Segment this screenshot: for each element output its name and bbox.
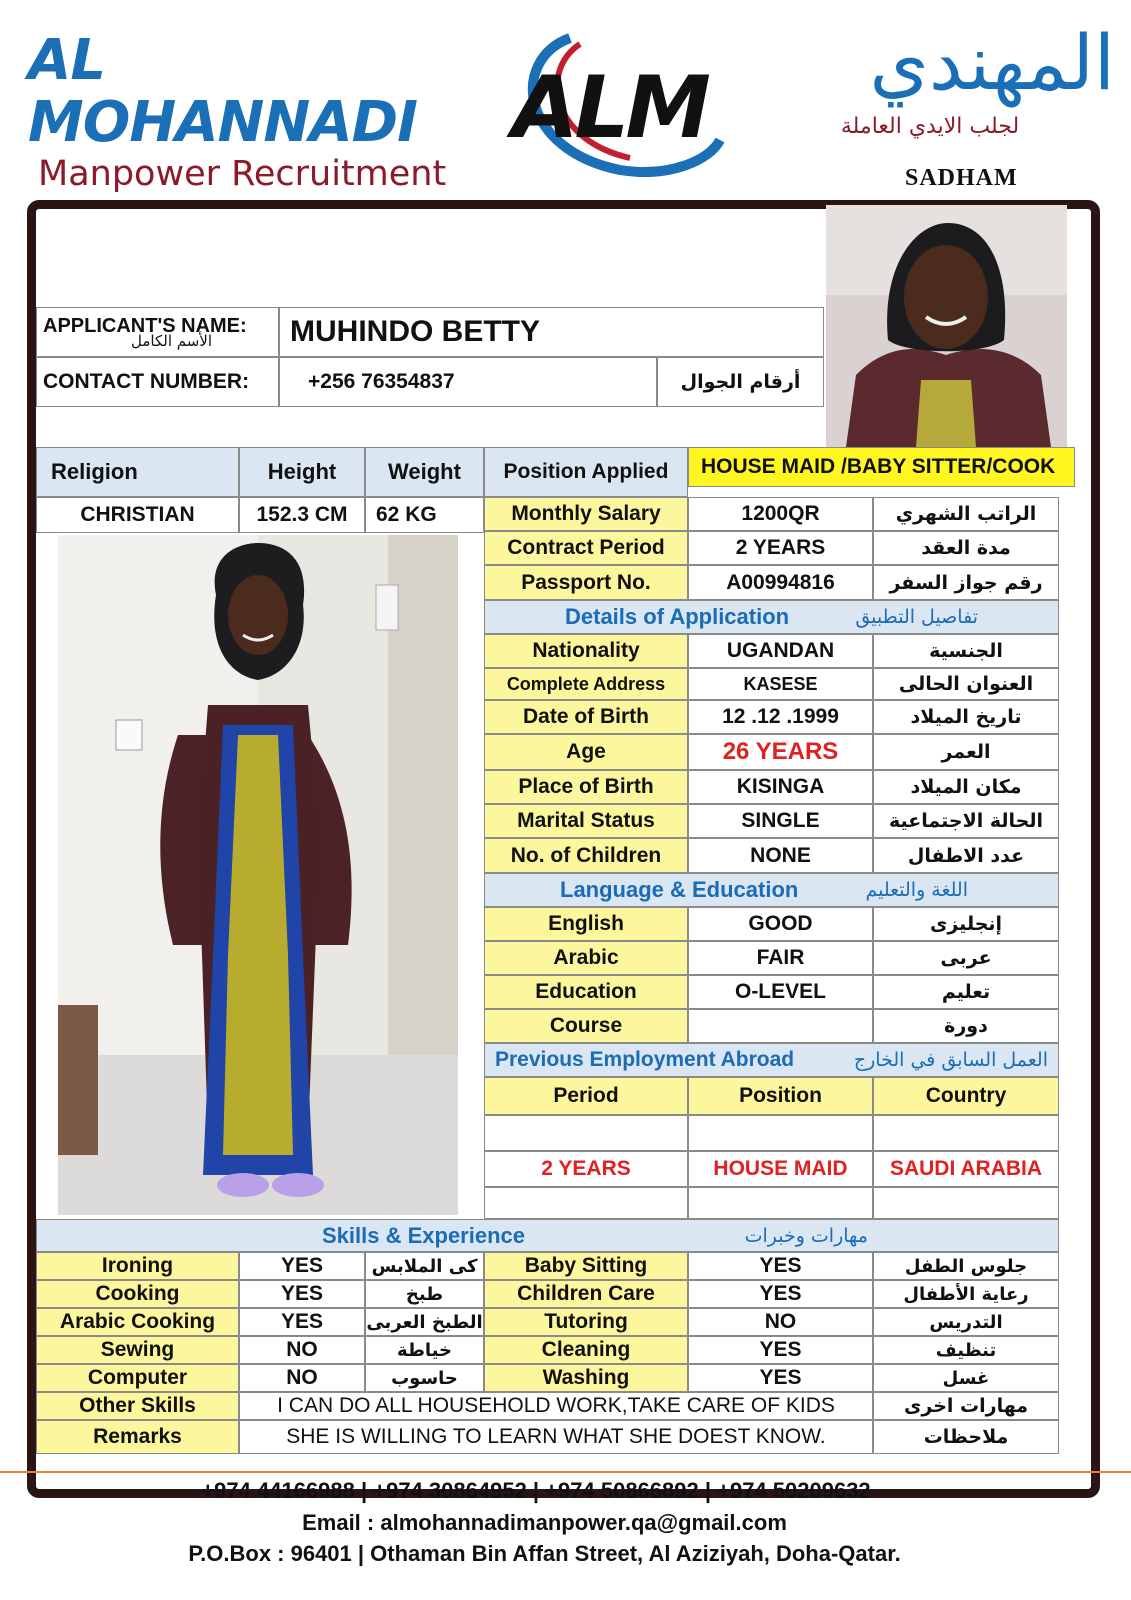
skill-value: YES [688,1336,873,1364]
contract-row-label-arabic: الراتب الشهري [873,497,1059,531]
applicant-name-label [36,307,279,357]
employment-header-period: Period [484,1077,688,1115]
applicant-full-body-photo [58,535,458,1215]
skill-label: Ironing [36,1252,239,1280]
language-row-value [688,1009,873,1043]
details-section-header [484,600,1059,634]
details-row-label: No. of Children [484,838,688,873]
skill-label: Baby Sitting [484,1252,688,1280]
skill-label-arabic: خياطة [365,1336,484,1364]
skill-label: Sewing [36,1336,239,1364]
height-header: Height [239,447,365,497]
details-row-label: Age [484,734,688,770]
skills-section-title-arabic: مهارات وخبرات [744,1224,868,1247]
details-row-label-arabic: الجنسية [873,634,1059,668]
language-row-value: FAIR [688,941,873,975]
religion-header: Religion [36,447,239,497]
language-row-label: Education [484,975,688,1009]
skill-value: YES [688,1252,873,1280]
details-row-label: Marital Status [484,804,688,838]
skill-label: Tutoring [484,1308,688,1336]
brand-logo-english [28,30,498,194]
contact-number-label-arabic: أرقام الجوال [657,357,824,407]
employment-header-country: Country [873,1077,1059,1115]
other-skills-value: I CAN DO ALL HOUSEHOLD WORK,TAKE CARE OF KIDS [239,1392,873,1420]
details-row-label: Nationality [484,634,688,668]
details-row-label-arabic: مكان الميلاد [873,770,1059,804]
skill-label-arabic: رعاية الأطفال [873,1280,1059,1308]
footer-email: Email : almohannadimanpower.qa@gmail.com [302,1510,787,1535]
details-row-label-arabic: عدد الاطفال [873,838,1059,873]
skill-value: YES [239,1252,365,1280]
brand-logo-arabic [745,18,1115,139]
height-value: 152.3 CM [239,497,365,533]
language-row-label: Course [484,1009,688,1043]
language-section-title-arabic: اللغة والتعليم [865,879,968,901]
details-row-value: 26 YEARS [688,734,873,770]
details-section-title: Details of Application [565,604,790,629]
language-row-label: Arabic [484,941,688,975]
language-row-label-arabic: دورة [873,1009,1059,1043]
details-row-label-arabic: تاريخ الميلاد [873,700,1059,734]
language-row-label-arabic: إنجليزى [873,907,1059,941]
details-row-label-arabic: العمر [873,734,1059,770]
brand-subtitle: Manpower Recruitment [38,154,447,194]
alm-logo [500,20,740,180]
contract-row-label: Monthly Salary [484,497,688,531]
position-applied-value: HOUSE MAID /BABY SITTER/COOK [688,447,1075,487]
skills-section-header [36,1219,1059,1252]
skill-label: Computer [36,1364,239,1392]
footer-divider [0,1471,1131,1473]
weight-header: Weight [365,447,484,497]
skill-value: YES [688,1364,873,1392]
skill-label-arabic: طبخ [365,1280,484,1308]
skill-label: Children Care [484,1280,688,1308]
employment-period: 2 YEARS [484,1151,688,1187]
employment-section-header [484,1043,1059,1077]
logo-text: ALM [512,58,707,158]
skill-value: NO [239,1364,365,1392]
contract-row-value: 2 YEARS [688,531,873,565]
skill-label-arabic: تنظيف [873,1336,1059,1364]
skill-value: NO [239,1336,365,1364]
details-row-value: KASESE [688,668,873,700]
skill-label: Cleaning [484,1336,688,1364]
details-row-label: Complete Address [484,668,688,700]
other-skills-label-arabic: مهارات اخرى [873,1392,1059,1420]
details-row-label: Date of Birth [484,700,688,734]
employment-blank-cell [484,1187,688,1219]
name-label-text: APPLICANT'S NAME: [43,314,247,337]
remarks-label: Remarks [36,1420,239,1454]
religion-value: CHRISTIAN [36,497,239,533]
skill-label-arabic: غسل [873,1364,1059,1392]
skill-value: YES [688,1280,873,1308]
applicant-portrait-photo [826,205,1067,447]
other-skills-label: Other Skills [36,1392,239,1420]
skill-label: Cooking [36,1280,239,1308]
contact-number: +256 76354837 [279,357,657,407]
details-row-value: NONE [688,838,873,873]
contract-row-label-arabic: مدة العقد [873,531,1059,565]
agent-name: SADHAM [905,165,1018,191]
language-row-label-arabic: عربى [873,941,1059,975]
remarks-value: SHE IS WILLING TO LEARN WHAT SHE DOEST KNOW. [239,1420,873,1454]
employment-section-title-arabic: العمل السابق في الخارج [853,1049,1048,1071]
remarks-label-arabic: ملاحظات [873,1420,1059,1454]
skill-value: NO [688,1308,873,1336]
employment-header-position: Position [688,1077,873,1115]
language-row-value: GOOD [688,907,873,941]
position-applied-label: Position Applied [484,447,688,497]
employment-blank-cell [688,1187,873,1219]
language-row-value: O-LEVEL [688,975,873,1009]
footer-phones: +974 44166988 | +974 30864952 | +974 50866892 | +974 50209632 [201,1478,871,1503]
contract-row-value: 1200QR [688,497,873,531]
weight-value: 62 KG [365,497,484,533]
details-row-value: UGANDAN [688,634,873,668]
applicant-name: MUHINDO BETTY [279,307,824,357]
language-row-label-arabic: تعليم [873,975,1059,1009]
employment-section-title: Previous Employment Abroad [495,1048,795,1071]
contract-row-value: A00994816 [688,565,873,600]
details-row-label-arabic: الحالة الاجتماعية [873,804,1059,838]
employment-position: HOUSE MAID [688,1151,873,1187]
skills-section-title: Skills & Experience [322,1222,525,1248]
skill-label-arabic: الطبخ العربى [365,1308,484,1336]
contract-row-label: Passport No. [484,565,688,600]
language-row-label: English [484,907,688,941]
details-row-value: 12 .12 .1999 [688,700,873,734]
skill-label: Arabic Cooking [36,1308,239,1336]
contact-number-label: CONTACT NUMBER: [36,357,279,407]
details-section-title-arabic: تفاصيل التطبيق [855,606,978,628]
skill-label-arabic: كى الملابس [365,1252,484,1280]
brand-name-arabic: المهندي [869,18,1115,107]
skill-label-arabic: التدريس [873,1308,1059,1336]
language-section-header [484,873,1059,907]
details-row-value: SINGLE [688,804,873,838]
employment-blank-cell [873,1187,1059,1219]
details-row-value: KISINGA [688,770,873,804]
skill-label-arabic: جلوس الطفل [873,1252,1059,1280]
skill-value: YES [239,1308,365,1336]
footer-address: P.O.Box : 96401 | Othaman Bin Affan Street, Al Aziziyah, Doha-Qatar. [188,1541,901,1566]
brand-name: AL MOHANNADI [28,28,417,155]
skill-label-arabic: حاسوب [365,1364,484,1392]
skill-value: YES [239,1280,365,1308]
brand-subtitle-arabic: لجلب الايدي العاملة [840,114,1020,139]
name-label-arabic: الأسم الكامل [131,331,213,350]
employment-blank-cell [873,1115,1059,1151]
employment-blank-cell [688,1115,873,1151]
language-section-title: Language & Education [560,877,799,902]
employment-blank-cell [484,1115,688,1151]
details-row-label-arabic: العنوان الحالى [873,668,1059,700]
details-row-label: Place of Birth [484,770,688,804]
employment-country: SAUDI ARABIA [873,1151,1059,1187]
skill-label: Washing [484,1364,688,1392]
contract-row-label: Contract Period [484,531,688,565]
contract-row-label-arabic: رقم جواز السفر [873,565,1059,600]
